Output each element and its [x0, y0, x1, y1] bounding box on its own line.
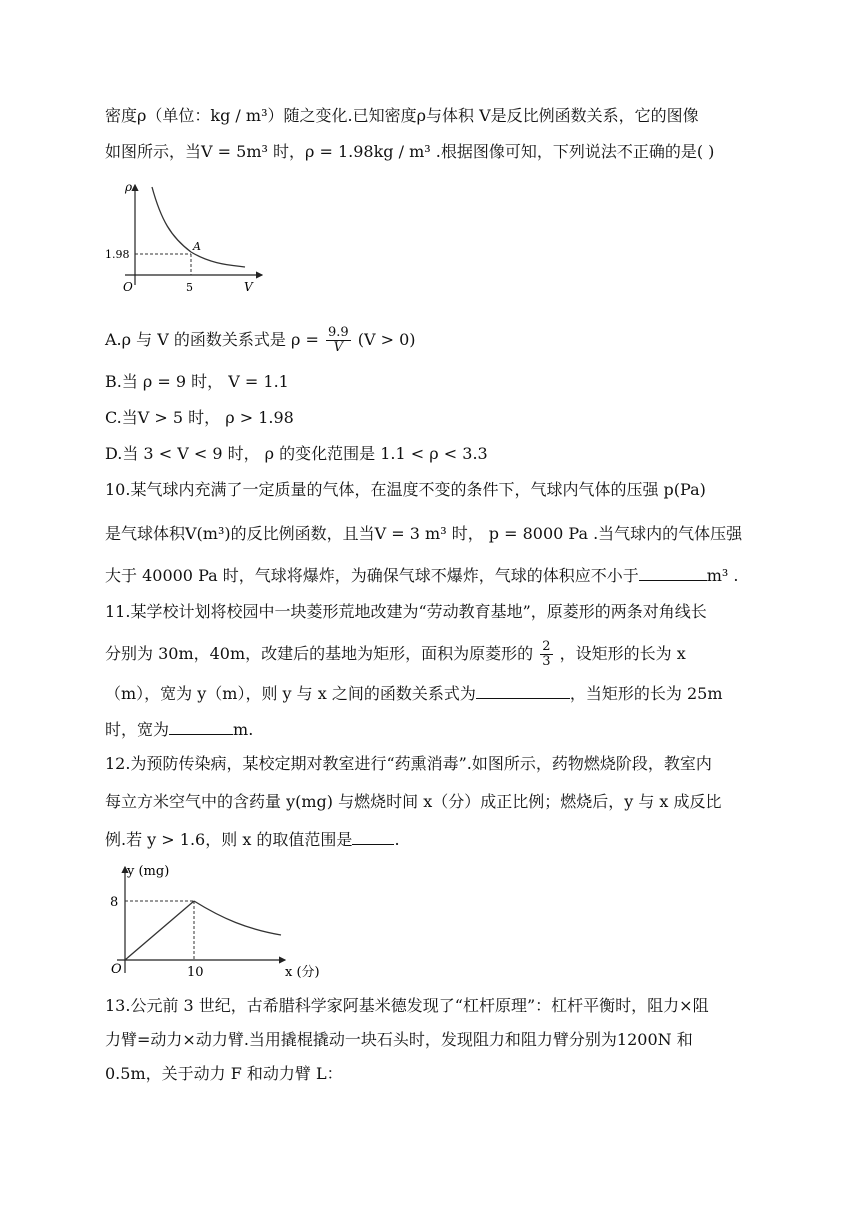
q12-medicine-concentration-graph [105, 855, 335, 980]
q9-point-label: A [193, 240, 201, 253]
q11-width-blank[interactable] [169, 720, 233, 735]
q12-answer-blank[interactable] [352, 830, 394, 845]
q11-line-1: 11.某学校计划将校园中一块菱形荒地改建为“劳动教育基地”，原菱形的两条对角线长 [105, 602, 707, 621]
q11-fraction-numerator: 2 [542, 639, 551, 654]
q12-y-tick-label: 8 [110, 895, 119, 910]
q9-option-a-denominator: V [333, 340, 343, 355]
q9-option-c: C.当V > 5 时， ρ > 1.98 [105, 408, 294, 427]
q9-x-tick-label: 5 [186, 281, 193, 294]
q11-line-3-text: （m），宽为 y（m），则 y 与 x 之间的函数关系式为 [105, 684, 476, 703]
q9-y-tick-label: 1.98 [105, 248, 130, 261]
q12-x-label: x (分) [285, 965, 320, 980]
q13-line-2: 力臂=动力×动力臂.当用撬棍撬动一块石头时，发现阻力和阻力臂分别为1200N 和 [105, 1030, 693, 1049]
q12-x-tick-label: 10 [187, 965, 204, 980]
q11-line-2-tail: ，设矩形的长为 x [559, 644, 686, 663]
q12-decay-curve [194, 901, 281, 935]
q10-line-1: 10.某气球内充满了一定质量的气体，在温度不变的条件下，气球内气体的压强 p(Pa) [105, 480, 706, 499]
q10-answer-blank[interactable] [639, 566, 707, 581]
q11-line-3 [105, 684, 723, 704]
q10-line-3 [105, 566, 739, 586]
q12-line-2: 每立方米空气中的含药量 y(mg) 与燃烧时间 x（分）成正比例；燃烧后，y 与 x 成反比 [105, 792, 722, 811]
q10-line-3-text: 大于 40000 Pa 时，气球将爆炸，为确保气球不爆炸，气球的体积应不小于 [105, 566, 639, 585]
q12-line-3-text: 例.若 y > 1.6，则 x 的取值范围是 [105, 830, 353, 849]
q12-line-3-tail: . [394, 830, 400, 849]
q9-option-a-text: A.ρ 与 V 的函数关系式是 ρ = [105, 330, 319, 349]
q9-option-a-fraction [326, 326, 351, 355]
q9-curve [152, 187, 245, 267]
q12-y-label: y (mg) [127, 864, 170, 879]
q9-origin-label: O [123, 280, 133, 294]
q11-fraction [540, 640, 552, 669]
q9-option-a-numerator: 9.9 [327, 325, 349, 340]
q11-fraction-denominator: 3 [542, 654, 551, 669]
q11-line-2 [105, 640, 686, 669]
q9-x-label: V [244, 280, 253, 294]
q9-y-label: ρ [125, 180, 133, 194]
q11-line-4-text: 时，宽为 [105, 720, 170, 739]
q9-option-b: B.当 ρ = 9 时， V = 1.1 [105, 372, 289, 391]
q9-option-d: D.当 3 < V < 9 时， ρ 的变化范围是 1.1 < ρ < 3.3 [105, 444, 488, 463]
q11-function-blank[interactable] [476, 684, 570, 699]
q11-line-4-tail: m. [233, 720, 254, 739]
q9-option-a [105, 326, 416, 355]
q12-rising-segment [125, 901, 194, 960]
q11-line-2-text: 分别为 30m，40m，改建后的基地为矩形，面积为原菱形的 [105, 644, 534, 663]
q13-line-3: 0.5m，关于动力 F 和动力臂 L： [105, 1064, 343, 1083]
q9-option-a-condition: (V > 0) [357, 330, 416, 349]
q11-line-4 [105, 720, 253, 740]
q9-line-1: 密度ρ（单位：kg / m³）随之变化.已知密度ρ与体积 V是反比例函数关系，它的图像 [105, 106, 699, 125]
q9-line-2: 如图所示，当V = 5m³ 时，ρ = 1.98kg / m³ .根据图像可知，下列说法不正确的是( ) [105, 142, 715, 161]
q13-line-1: 13.公元前 3 世纪，古希腊科学家阿基米德发现了“杠杆原理”：杠杆平衡时，阻力×阻 [105, 996, 709, 1015]
q12-line-3 [105, 830, 400, 850]
q12-origin-label: O [111, 962, 122, 977]
q10-line-2: 是气球体积V(m³)的反比例函数，且当V = 3 m³ 时， p = 8000 Pa .当气球内的气体压强 [105, 524, 743, 543]
q9-density-volume-graph [105, 175, 275, 300]
q11-line-3-tail: ，当矩形的长为 25m [569, 684, 723, 703]
q12-line-1: 12.为预防传染病，某校定期对教室进行“药熏消毒”.如图所示，药物燃烧阶段，教室内 [105, 754, 712, 773]
q10-line-3-unit: m³ . [706, 566, 739, 585]
